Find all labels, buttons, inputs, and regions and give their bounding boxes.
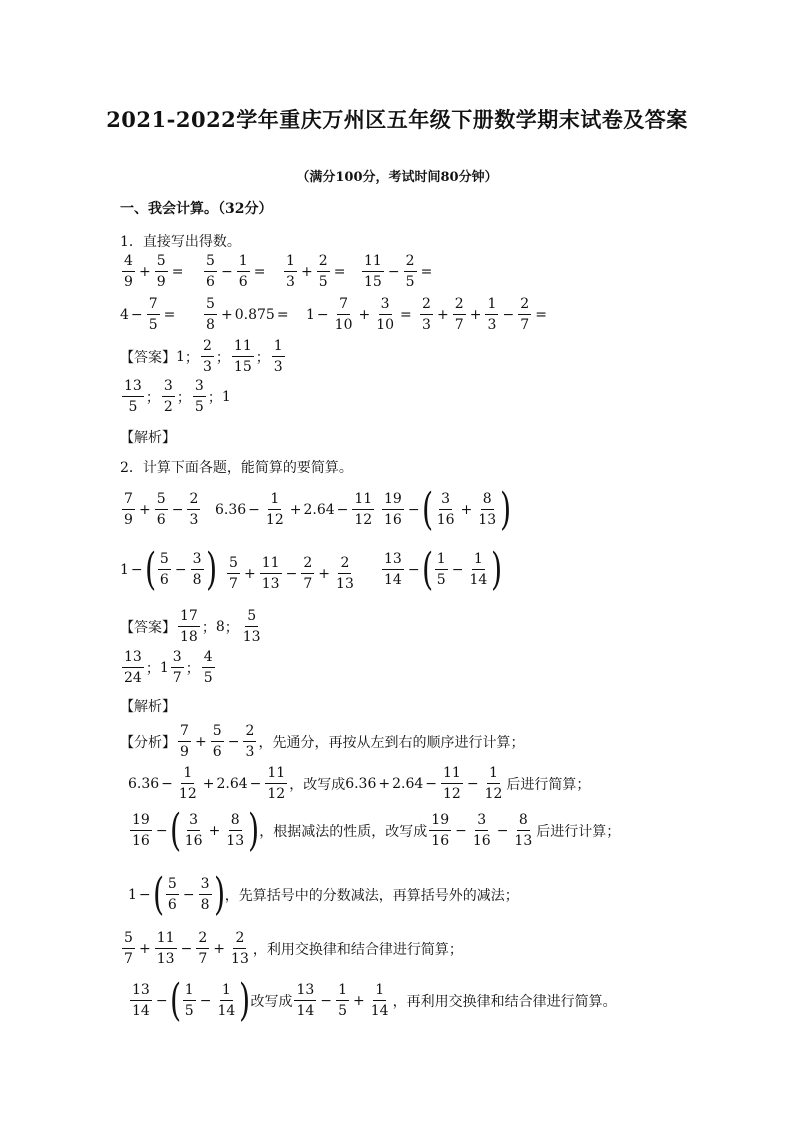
fraction: $\frac{13}{14}$	[296, 982, 315, 1020]
q2-problem-3: $\frac{19}{16}$ − ( $\frac{3}{16}$ + $\frac{8}{13}$ )	[384, 484, 512, 535]
question-1-prompt: 1．直接写出得数。	[120, 234, 241, 250]
fraction: $\frac{3}{16}$	[184, 812, 203, 850]
fraction: $\frac{5}{8}$	[204, 297, 217, 332]
fraction: $\frac{1}{14}$	[217, 982, 236, 1020]
fraction: $\frac{5}{7}$	[227, 556, 240, 591]
fraction: $\frac{19}{16}$	[431, 812, 450, 850]
analysis-label: 【解析】	[120, 699, 176, 715]
fraction: $\frac{1}{14}$	[469, 551, 488, 589]
fraction: $\frac{11}{15}$	[233, 338, 252, 375]
q2-answer-line-2: $\frac{13}{24}$ ； 1 $\frac{3}{7}$ ； $\frac{4}{5}$	[120, 650, 217, 685]
analysis-line-4: 1 − ( $\frac{5}{6}$ − $\frac{3}{8}$ ) ，先算括号中的分数减法，再算括号外的减法；	[128, 869, 519, 920]
fraction: $\frac{2}{5}$	[317, 254, 330, 289]
q1-answer-line-2: $\frac{13}{5}$ ； $\frac{3}{2}$ ； $\frac{3}{5}$ ； 1	[124, 378, 231, 415]
fraction: $\frac{2}{7}$	[518, 297, 531, 332]
fraction: $\frac{2}{5}$	[404, 254, 417, 289]
q1-item-7: 1 − $\frac{7}{10}$ + $\frac{3}{10}$ =	[306, 296, 412, 333]
fraction: $\frac{11}{12}$	[443, 765, 461, 802]
fraction: $\frac{2}{3}$	[187, 492, 200, 527]
question-2-prompt: 2．计算下面各题，能简算的要简算。	[120, 460, 353, 476]
q1-item-5: 4 − $\frac{7}{5}$ =	[120, 296, 176, 333]
answer-label: 【答案】	[120, 349, 176, 366]
fraction: $\frac{7}{9}$	[178, 724, 191, 759]
q2-problem-6: $\frac{13}{14}$ − ( $\frac{1}{5}$ − $\frac{1}{14}$ )	[384, 544, 503, 595]
analysis-line-1: 【分析】 $\frac{7}{9}$ + $\frac{5}{6}$ − $\frac{2}{3}$ ，先通分，再按从左到右的顺序进行计算；	[120, 723, 525, 760]
fraction: $\frac{13}{14}$	[384, 551, 402, 589]
fraction: $\frac{7}{10}$	[334, 296, 353, 333]
q1-item-4: $\frac{11}{15}$ − $\frac{2}{5}$ =	[364, 253, 433, 290]
fraction: $\frac{1}{12}$	[484, 765, 503, 802]
fraction: $\frac{5}{7}$	[122, 931, 135, 966]
fraction: $\frac{3}{2}$	[162, 379, 175, 414]
fraction: $\frac{2}{7}$	[301, 556, 314, 591]
q2-problem-4: 1 − ( $\frac{5}{6}$ − $\frac{3}{8}$ )	[120, 544, 217, 595]
q2-problem-2: 6.36 − $\frac{1}{12}$ + 2.64 − $\frac{11}{12}$	[215, 491, 373, 528]
fraction: $\frac{13}{14}$	[132, 982, 150, 1020]
fraction: $\frac{1}{3}$	[284, 254, 297, 289]
q2-problem-1: $\frac{7}{9}$ + $\frac{5}{6}$ − $\frac{2}{3}$	[120, 492, 202, 527]
q2-problem-5: $\frac{5}{7}$ + $\frac{11}{13}$ − $\frac{2}{7}$ + $\frac{2}{13}$	[225, 556, 358, 591]
fraction: $\frac{13}{24}$	[124, 649, 142, 686]
fraction: $\frac{3}{8}$	[199, 877, 212, 912]
fraction: $\frac{1}{3}$	[272, 339, 285, 374]
fraction: $\frac{3}{7}$	[171, 650, 184, 685]
fraction: $\frac{8}{13}$	[478, 491, 497, 529]
fraction: $\frac{1}{12}$	[178, 765, 197, 802]
section-heading: 一、我会计算。（32分）	[120, 201, 273, 217]
fraction: $\frac{2}{3}$	[420, 297, 433, 332]
fraction: $\frac{5}{6}$	[211, 724, 224, 759]
fraction: $\frac{8}{13}$	[226, 812, 245, 850]
q1-item-3: $\frac{1}{3}$ + $\frac{2}{5}$ =	[282, 254, 347, 289]
fraction: $\frac{3}{16}$	[472, 812, 491, 850]
fraction: $\frac{11}{12}$	[267, 765, 286, 802]
fraction: $\frac{11}{15}$	[364, 253, 382, 290]
fraction: $\frac{1}{5}$	[336, 983, 349, 1018]
fraction: $\frac{8}{13}$	[514, 812, 533, 850]
fraction: $\frac{17}{18}$	[180, 608, 198, 645]
fraction: $\frac{7}{5}$	[147, 297, 160, 332]
fraction: $\frac{13}{5}$	[124, 378, 142, 415]
fraction: $\frac{1}{12}$	[265, 491, 284, 528]
analysis-label: 【解析】	[120, 430, 176, 446]
fraction: $\frac{5}{6}$	[158, 552, 171, 587]
q1-item-2: $\frac{5}{6}$ − $\frac{1}{6}$ =	[202, 254, 267, 289]
fraction: $\frac{19}{16}$	[132, 812, 150, 850]
fraction: $\frac{11}{13}$	[156, 930, 175, 967]
q1-answer-line-1: 【答案】 1 ； $\frac{2}{3}$ ； $\frac{11}{15}$ ； $\frac{1}{3}$	[120, 339, 287, 374]
q1-item-8: $\frac{2}{3}$ + $\frac{2}{7}$ + $\frac{1}{3}$ − $\frac{2}{7}$ =	[418, 297, 549, 332]
fraction: $\frac{11}{13}$	[261, 555, 280, 592]
analysis-line-3: $\frac{19}{16}$ − ( $\frac{3}{16}$ + $\frac{8}{13}$ ) ，根据减法的性质，改写成 $\frac{19}{16}$ − $\frac{3}{16}$ − $\frac{8}{13}$ 后进行计算；	[132, 805, 621, 856]
fraction: $\frac{1}{14}$	[370, 982, 389, 1020]
analysis-line-6: $\frac{13}{14}$ − ( $\frac{1}{5}$ − $\frac{1}{14}$ ) 改写成 $\frac{13}{14}$ − $\frac{1}{5}$ + $\frac{1}{14}$ ，再利用交换律和结合律进行简算。	[132, 975, 617, 1026]
fraction: $\frac{2}{7}$	[453, 297, 466, 332]
exam-info: （满分100分，考试时间80分钟）	[296, 170, 498, 185]
fraction: $\frac{1}{5}$	[183, 983, 196, 1018]
fraction: $\frac{1}{5}$	[435, 552, 448, 587]
fraction: $\frac{11}{12}$	[354, 491, 373, 528]
fraction: $\frac{5}{6}$	[166, 877, 179, 912]
fraction: $\frac{3}{16}$	[436, 491, 455, 529]
fraction: $\frac{3}{10}$	[376, 296, 395, 333]
page-title: 2021-2022学年重庆万州区五年级下册数学期末试卷及答案	[106, 107, 688, 132]
fraction: $\frac{7}{9}$	[122, 492, 135, 527]
analysis-line-2: 6.36 − $\frac{1}{12}$ + 2.64 − $\frac{11}{12}$ ，改写成 6.36 + 2.64 − $\frac{11}{12}$ − $\frac{1}{12}$ 后进行简算；	[128, 765, 591, 802]
fraction: $\frac{4}{5}$	[202, 650, 215, 685]
analysis-line-5: $\frac{5}{7}$ + $\frac{11}{13}$ − $\frac{2}{7}$ + $\frac{2}{13}$ ，利用交换律和结合律进行简算；	[120, 931, 463, 966]
fraction: $\frac{2}{7}$	[196, 931, 209, 966]
fraction: $\frac{5}{6}$	[155, 492, 168, 527]
answer-label: 【答案】	[120, 619, 176, 636]
fraction: $\frac{5}{13}$	[242, 608, 261, 645]
fraction: $\frac{2}{13}$	[336, 555, 354, 592]
fraction: $\frac{19}{16}$	[384, 491, 402, 529]
q1-item-6: $\frac{5}{8}$ + 0.875 =	[202, 297, 291, 332]
fraction: $\frac{2}{3}$	[201, 339, 214, 374]
fraction: $\frac{1}{6}$	[237, 254, 250, 289]
fraction: $\frac{2}{13}$	[231, 930, 249, 967]
fraction: $\frac{5}{9}$	[155, 254, 168, 289]
fraction: $\frac{3}{5}$	[193, 379, 206, 414]
q2-answer-line-1: 【答案】 $\frac{17}{18}$ ； 8 ； $\frac{5}{13}$	[120, 608, 261, 645]
analysis-tag: 【分析】	[120, 734, 176, 751]
fraction: $\frac{1}{3}$	[485, 297, 498, 332]
fraction: $\frac{4}{9}$	[122, 254, 135, 289]
fraction: $\frac{5}{6}$	[204, 254, 217, 289]
fraction: $\frac{3}{8}$	[191, 552, 204, 587]
q1-item-1: $\frac{4}{9}$ + $\frac{5}{9}$ =	[120, 254, 185, 289]
fraction: $\frac{2}{3}$	[243, 724, 256, 759]
